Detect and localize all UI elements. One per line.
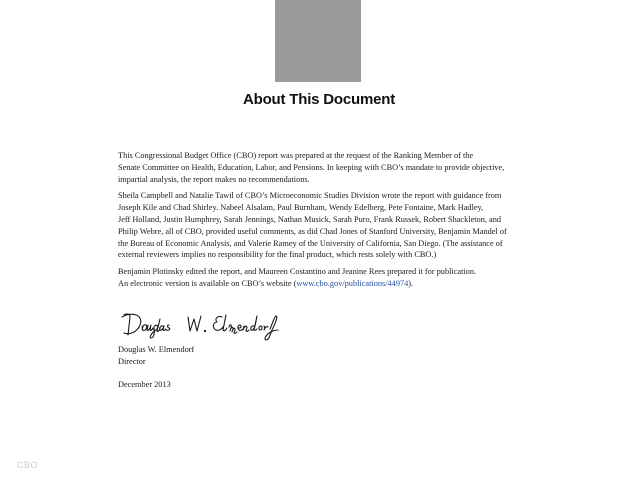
text-line: Joseph Kile and Chad Shirley. Nabeel Alsalam, Paul Burnham, Wendy Edelberg, Pete Fontaine, Mark Hadley, — [118, 203, 484, 213]
signature-image — [118, 305, 288, 343]
paragraph-purpose — [118, 150, 530, 185]
text-line: Jeff Holland, Justin Humphrey, Sarah Jennings, Nathan Musick, Sarah Puro, Frank Russek, Robert Shackleton, and — [118, 214, 501, 224]
text-line: This Congressional Budget Office (CBO) report was prepared at the request of the Ranking Member of the — [118, 151, 474, 160]
text-line: Sheila Campbell and Natalie Tawil of CBO’s Microeconomic Studies Division wrote the report with guidance from — [118, 191, 502, 201]
signature-block — [118, 344, 194, 368]
text-line: impartial analysis, the report makes no recommendations. — [118, 174, 310, 184]
logo-placeholder — [275, 0, 361, 82]
text-line: external reviewers implies no responsibility for the final product, which rests solely with CBO.) — [118, 250, 437, 260]
signer-name: Douglas W. Elmendorf — [118, 345, 195, 354]
text-line: the Bureau of Economic Analysis, and Valerie Ramey of the University of California, San Diego. (The assistance of — [118, 238, 503, 248]
text-line: Benjamin Plotinsky edited the report, and Maureen Costantino and Jeanine Rees prepared it for publication. — [118, 267, 477, 277]
publication-link[interactable]: www.cbo.gov/publications/44974 — [296, 278, 409, 288]
document-body — [118, 150, 530, 295]
paragraph-publication — [118, 266, 530, 290]
text-line — [118, 278, 530, 290]
text-fragment: ). — [408, 278, 414, 288]
signer-title: Director — [118, 356, 146, 366]
text-line: Philip Webre, all of CBO, provided useful comments, as did Chad Jones of Stanford University, Benjamin Mandel of — [118, 226, 507, 236]
page-title: About This Document — [242, 91, 396, 108]
footer-watermark: CBO — [17, 460, 39, 470]
paragraph-authors — [118, 190, 530, 261]
text-line: Senate Committee on Health, Education, Labor, and Pensions. In keeping with CBO’s mandate to provide objective, — [118, 162, 505, 172]
publication-date: December 2013 — [118, 380, 171, 389]
text-fragment: An electronic version is available on CBO’s website ( — [118, 278, 297, 288]
